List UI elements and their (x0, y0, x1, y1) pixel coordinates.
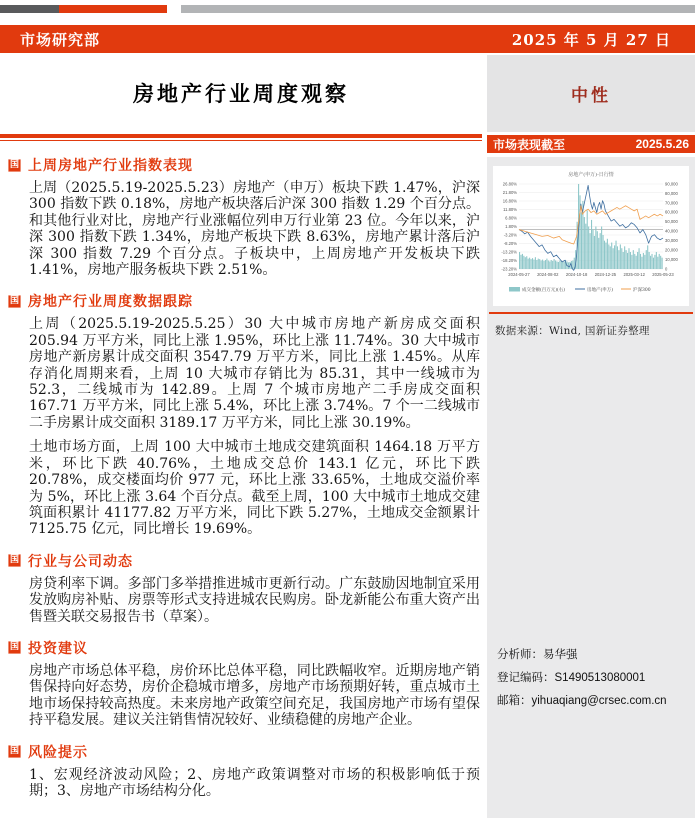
header-banner (0, 25, 695, 53)
analyst-code-row (497, 666, 667, 689)
section-heading (8, 291, 482, 311)
data-source: 数据来源：Wind, 国新证券整理 (495, 325, 650, 337)
svg-text:-23.20%: -23.20% (501, 266, 517, 272)
performance-date: 2025.5.26 (635, 137, 689, 151)
section-index-performance (8, 155, 482, 278)
svg-text:50,000: 50,000 (665, 219, 678, 225)
section-heading (8, 551, 482, 571)
report-date: 2025 年 5 月 27 日 (511, 30, 671, 49)
svg-text:26.80%: 26.80% (502, 181, 517, 187)
section-risk-warning (8, 742, 482, 800)
section-body (29, 316, 480, 537)
analyst-email: yihuaqiang@crsec.com.cn (531, 695, 667, 707)
analyst-block (497, 643, 667, 712)
analyst-label: 分析师： (497, 647, 543, 661)
performance-bar (487, 135, 695, 153)
svg-text:沪深300: 沪深300 (633, 288, 651, 293)
seal-icon: 国 (9, 642, 19, 653)
svg-text:成交金额(百万元)(右): 成交金额(百万元)(右) (522, 288, 566, 293)
svg-text:30,000: 30,000 (665, 238, 678, 244)
svg-text:6.80%: 6.80% (505, 215, 517, 221)
section-paragraph: 房地产市场总体平稳，房价环比总体平稳，同比跌幅收窄。近期房地产销售保持向好态势，房价企稳城市增多，房地产市场预期好转，重点城市土地市场保持较高热度。未来房地产政策空间充足，我国房地产市场有望保持平稳发展。建议关注销售情况较好、业绩稳健的房地产企业。 (29, 662, 480, 729)
svg-text:40,000: 40,000 (665, 228, 678, 234)
analyst-code: S1490513080001 (554, 672, 646, 684)
svg-text:1.80%: 1.80% (505, 223, 517, 229)
section-industry-news (8, 551, 482, 625)
section-paragraph: 1、宏观经济波动风险；2、房地产政策调整对市场的积极影响低于预期；3、房地产市场结构分化。 (29, 766, 480, 799)
top-bar-gray-dark (0, 5, 59, 13)
section-title: 投资建议 (28, 640, 88, 657)
code-label: 登记编码： (497, 670, 555, 684)
svg-text:80,000: 80,000 (665, 190, 678, 196)
top-bar-gray-light (181, 5, 695, 13)
section-title: 上周房地产行业指数表现 (28, 158, 193, 174)
analyst-email-row (497, 689, 667, 712)
svg-text:70,000: 70,000 (665, 200, 678, 206)
svg-text:-8.20%: -8.20% (503, 240, 517, 246)
svg-text:-18.20%: -18.20% (501, 257, 517, 263)
svg-text:16.80%: 16.80% (502, 198, 517, 204)
svg-text:0: 0 (665, 266, 668, 272)
svg-text:90,000: 90,000 (665, 181, 678, 187)
report-title: 房地产行业周度观察 (133, 81, 349, 106)
section-paragraph: 房贷利率下调。多部门多举措推进城市更新行动。广东鼓励因地制宜采用发放购房补贴、房票等形式支持进城农民购房。卧龙新能公布重大资产出售暨关联交易报告书（草案）。 (29, 575, 480, 625)
title-divider (0, 134, 482, 141)
section-heading (8, 742, 482, 762)
performance-label: 市场表现截至 (493, 137, 566, 152)
main-column (0, 53, 482, 807)
svg-text:2024-10-18: 2024-10-18 (565, 272, 588, 277)
section-body (29, 663, 480, 729)
svg-text:房地产(申万): 房地产(申万) (587, 288, 614, 293)
section-heading (8, 638, 482, 658)
section-title: 风险提示 (28, 744, 88, 761)
rating-box (487, 55, 695, 132)
top-bar-red (59, 5, 167, 13)
svg-text:21.80%: 21.80% (502, 189, 517, 195)
svg-text:2024-08-02: 2024-08-02 (537, 272, 559, 277)
section-title: 房地产行业周度数据跟踪 (28, 294, 193, 311)
svg-text:60,000: 60,000 (665, 209, 678, 215)
svg-text:2024-12-25: 2024-12-25 (594, 272, 617, 277)
seal-icon: 国 (9, 159, 19, 170)
svg-text:10,000: 10,000 (665, 256, 678, 262)
svg-text:2025-03-12: 2025-03-12 (623, 272, 645, 277)
section-paragraph: 上周（2025.5.19-2025.5.25）30 大中城市房地产新房成交面积 205.94 万平方米，同比上涨 1.95%，环比上涨 11.74%。30 大中城市房地产新房累计成交面积 3547.79 万平方米，同比上涨 1.45%。从库存消化周期来看，上周 10 大城市存销比为 85.31，其中一线城市为 52.3，二线城市为 142.89。上周 7 个城市房地产二手房成交面积 167.71 万平方米，同比上涨 5.4%，环比上涨 3.74%。7 个一二线城市二手房累计成交面积 3189.17 万平方米，同比上涨 30.19%。 (29, 316, 480, 431)
section-heading (8, 155, 482, 175)
analyst-name: 易华强 (543, 649, 578, 661)
svg-text:2025-05-23: 2025-05-23 (652, 272, 674, 277)
section-title: 行业与公司动态 (28, 553, 133, 570)
svg-text:2024-05-27: 2024-05-27 (508, 272, 530, 277)
svg-text:11.80%: 11.80% (503, 206, 517, 212)
svg-text:-3.20%: -3.20% (503, 232, 517, 238)
svg-text:房地产(申万)-日行情: 房地产(申万)-日行情 (568, 172, 614, 178)
department-label: 市场研究部 (20, 30, 101, 49)
seal-icon: 国 (9, 746, 19, 757)
rating-label: 中性 (571, 86, 611, 106)
section-paragraph: 土地市场方面，上周 100 大中城市土地成交建筑面积 1464.18 万平方米，环比下跌 40.76%，土地成交总价 143.1 亿元，环比下跌 20.78%，成交楼面均价 977 元，环比上涨 33.65%，土地成交溢价率为 5%，环比上涨 3.64 个百分点。截至上周，100 大中城市土地成交建筑面积累计 41177.82 万平方米，同比下跌 5.27%，土地成交金额累计 7125.75 亿元，同比增长 19.69%。 (29, 439, 480, 538)
sidebar (487, 55, 695, 818)
section-paragraph: 上周（2025.5.19-2025.5.23）房地产（申万）板块下跌 1.47%，沪深 300 指数下跌 0.18%，房地产板块落后沪深 300 指数 1.29 个百分点。和其他行业对比，房地产行业涨幅位列申万行业第 23 位。今年以来，沪深 300 指数下跌 1.34%，房地产板块下跌 8.63%，房地产累计落后沪深 300 指数 7.29 个百分点。子板块中，上周房地产开发板块下跌 1.41%，房地产服务板块下跌 2.51%。 (29, 180, 480, 279)
divider-thick-line (0, 134, 482, 138)
section-body (29, 767, 480, 800)
seal-icon: 国 (9, 555, 19, 566)
sidebar-panel (487, 157, 695, 818)
email-label: 邮箱： (497, 693, 532, 707)
analyst-name-row (497, 643, 667, 666)
svg-text:-13.20%: -13.20% (501, 249, 517, 255)
seal-icon: 国 (9, 295, 19, 306)
report-sections (0, 141, 482, 799)
section-body (29, 180, 480, 278)
section-weekly-data (8, 291, 482, 537)
section-body (29, 576, 480, 625)
top-decorative-bars (0, 5, 695, 13)
market-performance-chart (493, 166, 689, 306)
section-investment-advice (8, 638, 482, 729)
svg-text:20,000: 20,000 (665, 247, 678, 253)
